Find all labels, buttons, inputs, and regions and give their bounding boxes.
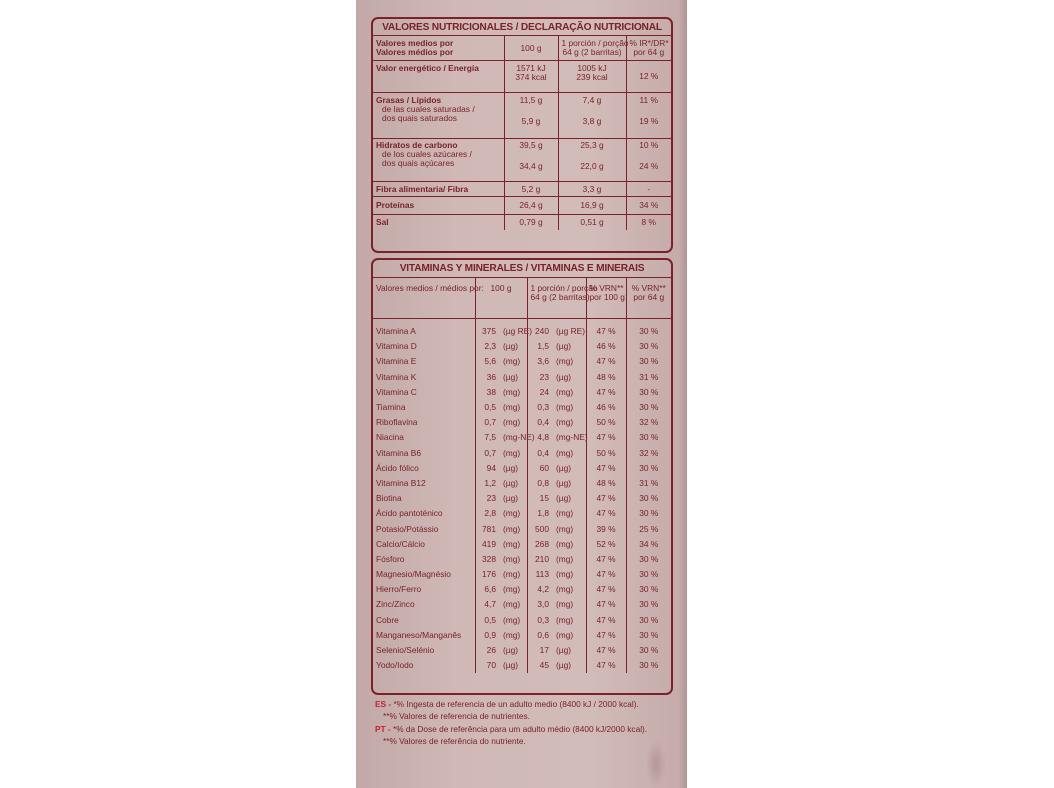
vitamin-row [373,370,671,385]
vitamin-unit-portion: (µg) [553,339,586,354]
vitamin-value-100g: 36 [486,371,496,382]
vitamin-row [373,552,671,567]
vitamin-value-portion: 60 [539,462,549,473]
vitamin-row [373,643,671,658]
vitamin-value-portion: 24 [539,386,549,397]
vitamins-table-box [371,258,673,695]
vitamin-unit-portion: (mg) [553,354,586,369]
vitamin-value-portion: 0,8 [537,477,549,488]
vitamins-body [373,319,671,674]
vitamin-name: Cobre [373,613,475,628]
vitamin-name: Vitamina A [373,324,475,339]
vitamin-unit-portion: (µg) [553,491,586,506]
vitamin-vrn-64g: 30 % [639,660,659,671]
vitamin-unit-portion: (mg) [553,552,586,567]
vitamin-value-100g: 375 [482,326,496,337]
vitamin-value-portion: 17 [539,645,549,656]
carbs-row [373,139,671,182]
vitamin-value-portion: 1,8 [537,508,549,519]
vitamin-unit-portion: (µg) [553,461,586,476]
vitamin-value-100g: 0,5 [484,614,496,625]
carbs-ir: 10 % [639,140,659,150]
vitamin-vrn-100g: 47 % [586,582,626,597]
vitamin-value-portion: 500 [535,523,549,534]
salt-row [373,215,671,231]
vitamin-unit-100g: (µg) [500,339,527,354]
vitamins-header-vrn100-2: por 100 g [589,292,625,302]
vitamin-row [373,385,671,400]
vitamin-value-portion: 1,5 [537,341,549,352]
vitamin-vrn-100g: 47 % [586,385,626,400]
vitamin-unit-portion: (µg) [553,370,586,385]
vitamin-unit-100g: (µg RE) [500,324,527,339]
vitamin-vrn-100g: 47 % [586,597,626,612]
header-ir-1: % IR*/DR* [629,38,669,48]
vitamin-value-portion: 4,8 [537,432,549,443]
fibre-portion: 3,3 g [558,182,626,197]
vitamin-vrn-64g: 30 % [639,386,659,397]
vitamins-header-label: Valores medios / médios por: [373,278,475,319]
salt-label: Sal [376,217,389,227]
vitamin-vrn-64g: 30 % [639,629,659,640]
vitamin-value-100g: 1,2 [484,477,496,488]
vitamins-header-vrn64-2: por 64 g [633,292,665,302]
header-portion-2: 64 g (2 barritas) [562,47,622,57]
vitamin-name: Manganeso/Manganês [373,628,475,643]
vitamin-unit-portion: (mg) [553,506,586,521]
vitamin-vrn-64g: 30 % [639,599,659,610]
vitamin-unit-100g: (mg) [500,400,527,415]
vitamin-row [373,415,671,430]
vitamin-value-portion: 240 [535,326,549,337]
nutrition-table-box [371,17,673,253]
salt-ir: 8 % [641,217,656,227]
footnote-pt-text1: *% da Dose de referência para um adulto médio (8400 kJ/2000 kcal). [392,723,648,734]
vitamin-name: Magnesio/Magnésio [373,567,475,582]
vitamin-row [373,521,671,536]
vitamins-header-vrn100-1: % VRN** [589,283,624,293]
vitamin-row [373,628,671,643]
footnote-es-1 [375,698,685,710]
vitamin-value-100g: 4,7 [484,599,496,610]
footnote-es-text1: *% Ingesta de referencia de un adulto medio (8400 kJ / 2000 kcal). [393,699,639,709]
header-label-pt: Valores médios por [376,47,454,57]
vitamin-value-portion: 3,0 [537,599,549,610]
vitamin-value-portion: 4,2 [537,584,549,595]
vitamin-unit-100g: (µg) [500,370,527,385]
nutrition-title: VALORES NUTRICIONALES / DECLARAÇÃO NUTRICIONAL [373,19,671,36]
vitamin-name: Vitamina B6 [373,446,475,461]
vitamins-header-portion-1: 1 porción / porção [530,283,598,293]
vitamin-unit-100g: (µg) [500,461,527,476]
vitamin-unit-portion: (µg) [553,658,586,673]
vitamin-row [373,476,671,491]
vitamin-value-100g: 26 [486,645,496,656]
vitamin-vrn-100g: 50 % [586,415,626,430]
vitamin-row [373,658,671,673]
vitamin-unit-100g: (mg) [500,628,527,643]
vitamin-row [373,339,671,354]
vitamin-value-100g: 7,5 [484,432,496,443]
fats-sat-100: 5,9 g [521,116,541,126]
header-ir-2: por 64 g [633,47,665,57]
nutrition-table [373,36,671,230]
vitamin-vrn-64g: 30 % [639,462,659,473]
vitamin-vrn-64g: 30 % [639,569,659,580]
vitamin-vrn-64g: 30 % [639,614,659,625]
vitamin-value-portion: 0,4 [537,417,549,428]
vitamin-value-portion: 0,4 [537,447,549,458]
fats-portion: 7,4 g [582,95,602,105]
protein-portion: 16,9 g [558,197,626,215]
carbs-label: Hidratos de carbono [376,140,458,150]
vitamin-vrn-100g: 50 % [586,446,626,461]
energy-kcal-portion: 239 kcal [576,72,608,82]
vitamin-vrn-64g: 32 % [639,447,659,458]
vitamin-unit-100g: (mg) [500,385,527,400]
vitamin-vrn-64g: 30 % [639,432,659,443]
vitamin-unit-portion: (mg) [553,567,586,582]
vitamin-unit-portion: (mg) [553,537,586,552]
fats-row [373,93,671,139]
vitamin-value-portion: 210 [535,553,549,564]
fats-100: 11,5 g [519,95,543,105]
vitamin-unit-portion: (mg) [553,628,586,643]
vitamin-unit-100g: (mg) [500,582,527,597]
vitamin-unit-portion: (mg) [553,446,586,461]
fats-sat-line1: de las cuales saturadas / [382,104,475,114]
protein-ir: 34 % [626,197,671,215]
energy-label: Valor energético / Energía [376,63,479,73]
vitamin-vrn-100g: 48 % [586,370,626,385]
vitamin-unit-portion: (mg) [553,385,586,400]
vitamin-row [373,354,671,369]
vitamin-value-portion: 45 [539,660,549,671]
vitamins-header-100g: 100 g [475,278,527,319]
vitamin-vrn-64g: 34 % [639,538,659,549]
carbs-sug-ir: 24 % [639,161,659,171]
vitamin-value-100g: 38 [486,386,496,397]
vitamin-value-100g: 0,7 [484,447,496,458]
vitamin-name: Vitamina C [373,385,475,400]
vitamin-vrn-64g: 32 % [639,417,659,428]
nutrition-header-row [373,36,671,61]
vitamin-vrn-100g: 47 % [586,506,626,521]
vitamin-row [373,613,671,628]
vitamin-vrn-64g: 30 % [639,341,659,352]
vitamins-table [373,278,671,673]
vitamin-name: Selenio/Selénio [373,643,475,658]
vitamin-name: Vitamina B12 [373,476,475,491]
vitamin-unit-portion: (µg RE) [553,324,586,339]
vitamin-row [373,582,671,597]
vitamin-vrn-100g: 47 % [586,643,626,658]
vitamin-value-portion: 0,3 [537,614,549,625]
carbs-sug-100: 34,4 g [519,161,543,171]
fibre-100: 5,2 g [504,182,558,197]
carbs-sug-line2: dos quais açúcares [382,158,455,168]
vitamin-value-portion: 0,3 [537,402,549,413]
vitamin-name: Calcio/Cálcio [373,537,475,552]
vitamin-value-100g: 94 [486,462,496,473]
vitamin-row [373,400,671,415]
vitamin-unit-100g: (µg) [500,658,527,673]
carbs-sug-line1: de los cuales azúcares / [382,149,472,159]
vitamin-unit-100g: (mg-NE) [500,430,527,445]
vitamins-header-vrn64-1: % VRN** [631,283,666,293]
vitamin-name: Riboflavina [373,415,475,430]
vitamin-vrn-100g: 46 % [586,400,626,415]
vitamin-unit-100g: (mg) [500,446,527,461]
vitamin-unit-portion: (mg) [553,613,586,628]
salt-portion: 0,51 g [558,215,626,231]
vitamin-vrn-100g: 47 % [586,567,626,582]
vitamin-vrn-100g: 47 % [586,461,626,476]
vitamin-unit-100g: (µg) [500,491,527,506]
vitamin-vrn-100g: 47 % [586,491,626,506]
vitamin-value-100g: 2,3 [484,341,496,352]
vitamin-value-portion: 0,6 [537,629,549,640]
vitamin-value-portion: 15 [539,493,549,504]
footnote-es-key: ES - [375,699,392,709]
vitamins-header-portion-2: 64 g (2 barritas) [530,292,590,302]
vitamin-value-portion: 23 [539,371,549,382]
protein-label: Proteínas [376,200,415,210]
vitamin-name: Niacina [373,430,475,445]
vitamin-vrn-100g: 47 % [586,354,626,369]
vitamin-name: Potasio/Potássio [373,521,475,536]
vitamin-unit-100g: (µg) [500,476,527,491]
vitamin-name: Hierro/Ferro [373,582,475,597]
vitamin-row [373,506,671,521]
vitamin-name: Tiamina [373,400,475,415]
energy-kj-portion: 1005 kJ [577,63,607,73]
vitamin-vrn-100g: 47 % [586,324,626,339]
vitamin-name: Vitamina E [373,354,475,369]
vitamin-vrn-64g: 30 % [639,402,659,413]
footnote-pt-key: PT - [375,723,391,734]
vitamin-value-100g: 23 [486,493,496,504]
vitamin-row [373,324,671,339]
vitamin-unit-portion: (mg-NE) [553,430,586,445]
vitamin-row [373,446,671,461]
carbs-sug-portion: 22,0 g [580,161,604,171]
vitamin-vrn-100g: 47 % [586,628,626,643]
vitamin-vrn-64g: 30 % [639,553,659,564]
vitamin-row [373,567,671,582]
header-portion-1: 1 porción / porção [561,38,629,48]
vitamin-unit-portion: (mg) [553,415,586,430]
vitamin-value-portion: 3,6 [537,356,549,367]
vitamin-unit-portion: (mg) [553,400,586,415]
fats-sat-portion: 3,8 g [582,116,602,126]
vitamin-value-100g: 0,5 [484,402,496,413]
vitamin-vrn-64g: 30 % [639,326,659,337]
vitamin-vrn-100g: 46 % [586,339,626,354]
vitamin-value-100g: 2,8 [484,508,496,519]
vitamin-unit-100g: (mg) [500,597,527,612]
vitamin-row [373,430,671,445]
footnote-pt-1 [375,723,685,735]
vitamin-unit-portion: (mg) [553,521,586,536]
energy-kcal-100: 374 kcal [515,72,547,82]
energy-ir: 12 % [626,61,671,93]
vitamins-title: VITAMINAS Y MINERALES / VITAMINAS E MINERAIS [373,260,671,278]
vitamin-unit-portion: (µg) [553,476,586,491]
vitamin-name: Vitamina D [373,339,475,354]
vitamin-vrn-64g: 25 % [639,523,659,534]
fats-sat-ir: 19 % [639,116,659,126]
vitamin-unit-100g: (µg) [500,643,527,658]
vitamin-vrn-100g: 39 % [586,521,626,536]
vitamin-row [373,461,671,476]
fibre-row [373,182,671,197]
protein-100: 26,4 g [504,197,558,215]
vitamin-vrn-100g: 47 % [586,552,626,567]
footnote-es-text2: **% Valores de referencia de nutrientes. [383,711,530,722]
fats-sat-line2: dos quais saturados [382,113,457,123]
vitamin-name: Fósforo [373,552,475,567]
vitamin-name: Zinc/Zinco [373,597,475,612]
vitamin-row [373,537,671,552]
vitamin-value-portion: 113 [535,569,549,580]
vitamin-unit-100g: (mg) [500,354,527,369]
vitamin-value-portion: 268 [535,538,549,549]
fibre-label: Fibra alimentaria/ Fibra [376,183,469,194]
vitamin-row [373,597,671,612]
energy-row [373,61,671,93]
header-100g: 100 g [504,36,558,61]
vitamin-unit-100g: (mg) [500,415,527,430]
vitamin-name: Yodo/Iodo [373,658,475,673]
vitamin-name: Ácido pantoténico [373,506,475,521]
vitamin-unit-100g: (mg) [500,567,527,582]
vitamin-vrn-100g: 47 % [586,658,626,673]
vitamin-vrn-100g: 47 % [586,613,626,628]
salt-100: 0,79 g [504,215,558,231]
vitamin-row [373,491,671,506]
vitamin-vrn-100g: 52 % [586,537,626,552]
protein-row [373,197,671,215]
vitamin-vrn-64g: 30 % [639,584,659,595]
vitamin-vrn-64g: 31 % [639,477,659,488]
vitamin-vrn-64g: 31 % [639,371,659,382]
footnotes [375,698,685,748]
vitamin-unit-100g: (mg) [500,506,527,521]
vitamin-vrn-100g: 47 % [586,430,626,445]
vitamin-unit-portion: (µg) [553,643,586,658]
vitamin-value-100g: 328 [482,553,496,564]
footnote-pt-text2: **% Valores de referência do nutriente. [383,736,526,747]
carbs-100: 39,5 g [519,140,543,150]
vitamin-value-100g: 176 [482,569,496,580]
vitamin-vrn-64g: 30 % [639,645,659,656]
vitamin-value-100g: 5,6 [484,356,496,367]
vitamin-name: Biotina [373,491,475,506]
vitamin-vrn-64g: 30 % [639,493,659,504]
vitamin-name: Ácido fólico [373,461,475,476]
fibre-ir: - [626,182,671,197]
fats-ir: 11 % [639,95,658,105]
energy-kj-100: 1571 kJ [516,63,546,73]
vitamin-vrn-100g: 48 % [586,476,626,491]
vitamin-unit-100g: (mg) [500,552,527,567]
vitamin-value-100g: 70 [486,660,496,671]
vitamin-value-100g: 0,9 [484,629,496,640]
vitamin-unit-portion: (mg) [553,597,586,612]
vitamin-vrn-64g: 30 % [639,508,659,519]
carbs-portion: 25,3 g [580,140,604,150]
vitamin-value-100g: 6,6 [484,584,496,595]
vitamin-name: Vitamina K [373,370,475,385]
vitamin-unit-100g: (mg) [500,521,527,536]
vitamin-value-100g: 0,7 [484,417,496,428]
vitamins-header-row [373,278,671,319]
vitamin-unit-100g: (mg) [500,613,527,628]
vitamin-unit-100g: (mg) [500,537,527,552]
vitamin-value-100g: 781 [482,523,496,534]
vitamin-value-100g: 419 [482,538,496,549]
vitamin-vrn-64g: 30 % [639,356,659,367]
header-label-es: Valores medios por [376,38,454,48]
fats-label: Grasas / Lípidos [376,95,442,105]
vitamin-unit-portion: (mg) [553,582,586,597]
